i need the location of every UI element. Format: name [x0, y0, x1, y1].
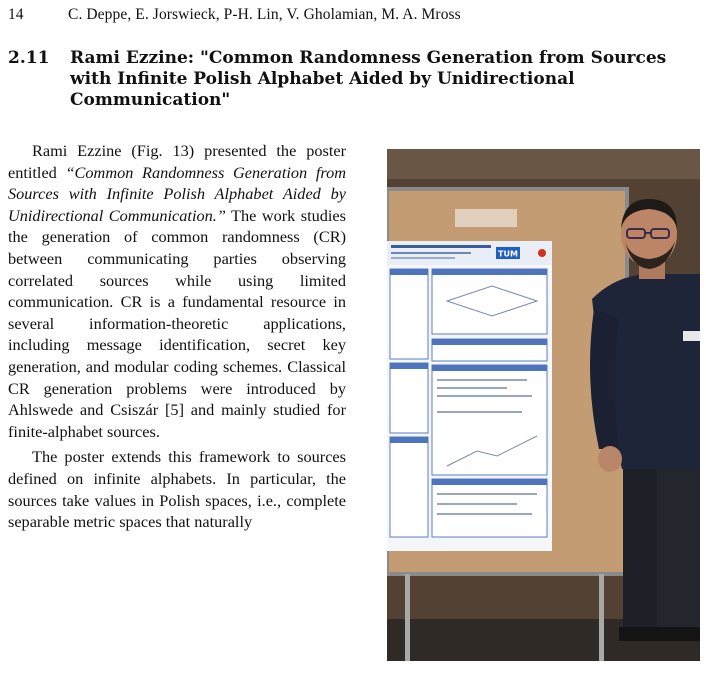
page-header [8, 4, 698, 26]
section-title: Rami Ezzine: "Common Randomness Generation from Sources with Infinite Polish Alphabet Aided by Unidirectional Communication" [70, 48, 667, 110]
paragraph-1 [8, 140, 346, 442]
poster [387, 241, 552, 551]
poster-title: “Common Randomness Generation from Sources with Infinite Polish Alphabet Aided by Unidirectional Communication.” [8, 162, 346, 225]
section-heading [8, 48, 702, 111]
running-head: C. Deppe, E. Jorswieck, P-H. Lin, V. Gholamian, M. A. Mross [68, 6, 461, 23]
section-number: 2.11 [8, 48, 50, 68]
page-number: 14 [8, 6, 24, 23]
paragraph-1-body: The work studies the generation of common randomness (CR) between communicating parties observing correlated sources while using limited communication. CR is a fundamental resource in several information-theoretic applications, including message identification, secret key generation, and modular coding schemes. Classical CR generation problems were introduced by Ahlswede and Csiszár [5] and mainly studied for finite-alphabet sources. [8, 205, 346, 441]
poster-logo: TUM [498, 249, 518, 259]
paragraph-1-intro: Rami Ezzine (Fig. 13) presented the poster entitled [8, 141, 346, 182]
figure-13-photo [387, 149, 700, 661]
paragraph-2: The poster extends this framework to sources defined on infinite alphabets. In particular, the sources take values in Polish spaces, i.e., complete separable metric spaces that naturally [8, 447, 346, 532]
body-text [8, 140, 346, 533]
